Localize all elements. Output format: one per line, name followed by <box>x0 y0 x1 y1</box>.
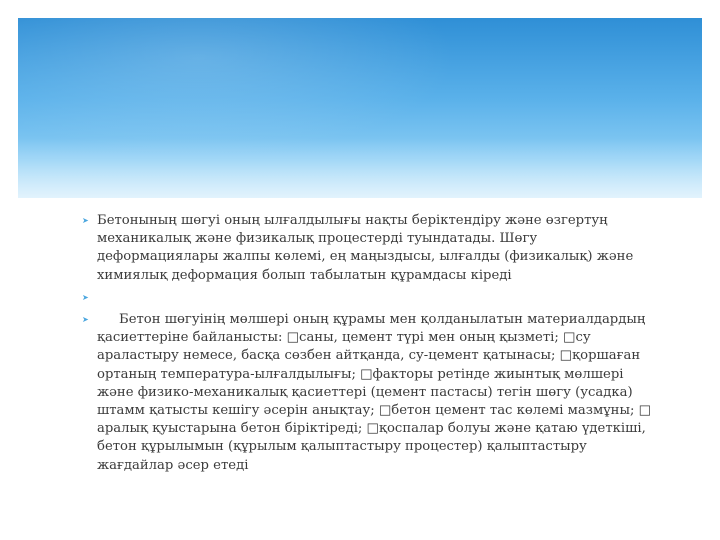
slide-header-banner <box>18 18 702 198</box>
bullet-item <box>82 311 662 475</box>
bullet-item-empty <box>82 289 662 307</box>
bullet-text: Бетонының шөгуі оның ылғалдылығы нақты беріктендіру және өзгертуң механикалық және физикалық процестерді туындатады. Шөгу деформациялары жалпы көлемі, ең маңыздысы, ылғалды (физикалық) және химиялық деформация болып табылатын құрамдасы кіреді <box>97 213 634 283</box>
bullet-item <box>82 212 662 285</box>
header-glow <box>18 138 702 198</box>
bullet-arrow-icon: ➤ <box>82 315 89 324</box>
bullet-arrow-icon: ➤ <box>82 292 89 302</box>
header-sheen <box>18 18 458 158</box>
bullet-list <box>82 212 662 475</box>
bullet-text: Бетон шөгуінің мөлшері оның құрамы мен қолданылатын материалдардың қасиеттеріне байланысты: □саны, цемент түрі мен оның қызметі; □су араластыру немесе, басқа сөзбен айтқанда, су-цемент қатынасы; □қоршаған ортаның температура-ылғалдылығы; □факторы ретінде жиынтық мөлшері және физико-механикалық қасиеттері (цемент пастасы) тегін шөгу (усадка) штамм қатысты кешігу әсерін анықтау; □бетон цемент тас көлемі мазмұны; □ аралық қуыстарына бетон біріктіреді; □қоспалар болуы және қатаю үдеткіші, бетон құрылымын (құрылым қалыптастыру процестер) қалыптастыру жағдайлар әсер етеді <box>97 312 652 473</box>
bullet-arrow-icon: ➤ <box>82 216 89 225</box>
